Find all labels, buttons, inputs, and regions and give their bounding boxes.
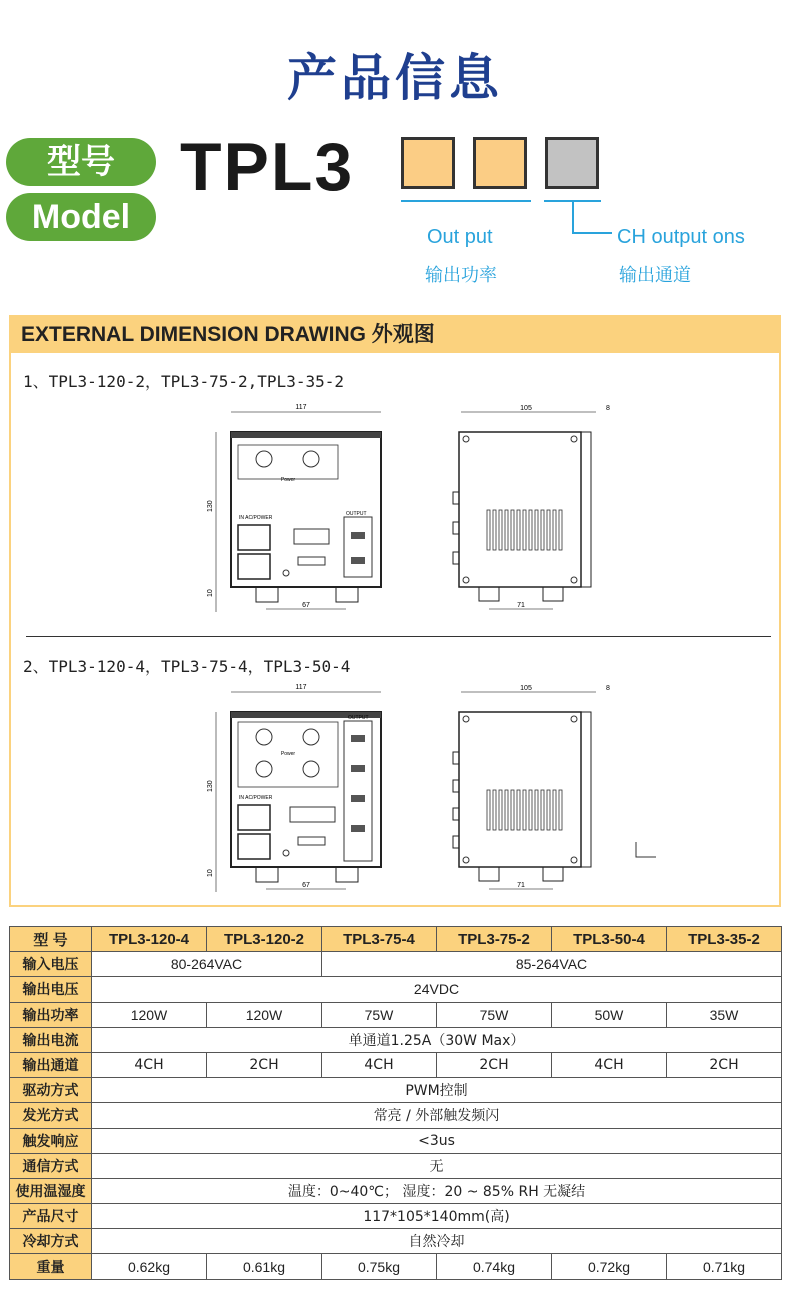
table-header-model: TPL3-35-2 bbox=[667, 927, 782, 952]
table-row bbox=[10, 952, 782, 977]
front-view-2ch bbox=[206, 397, 386, 617]
power-label: Power bbox=[280, 751, 296, 757]
dim-foot-span: 67 bbox=[302, 882, 310, 889]
output-label: OUTPUT bbox=[348, 715, 369, 721]
table-header-model: TPL3-75-4 bbox=[322, 927, 437, 952]
dim-lip: 8 bbox=[606, 405, 610, 412]
table-cell: 常亮 / 外部触发频闪 bbox=[92, 1103, 782, 1128]
spec-table bbox=[9, 926, 782, 1280]
power-digit-box-1 bbox=[401, 137, 455, 189]
row-label: 输出功率 bbox=[10, 1002, 92, 1027]
table-cell: 24VDC bbox=[92, 977, 782, 1002]
table-row bbox=[10, 1002, 782, 1027]
table-cell: 0.61kg bbox=[207, 1254, 322, 1279]
table-cell: 0.75kg bbox=[322, 1254, 437, 1279]
table-header-row bbox=[10, 927, 782, 952]
table-cell: 117*105*140mm(高) bbox=[92, 1204, 782, 1229]
table-cell: 50W bbox=[552, 1002, 667, 1027]
section-1-label: 1、TPL3-120-2，TPL3-75-2,TPL3-35-2 bbox=[23, 372, 344, 391]
section-divider bbox=[26, 636, 771, 637]
row-label: 重量 bbox=[10, 1254, 92, 1279]
row-label: 输出电流 bbox=[10, 1027, 92, 1052]
power-bracket-line bbox=[401, 200, 531, 202]
model-label-en: Model bbox=[6, 193, 156, 241]
table-cell: 85-264VAC bbox=[322, 952, 782, 977]
table-cell: 无 bbox=[92, 1153, 782, 1178]
table-cell: <3us bbox=[92, 1128, 782, 1153]
table-cell: PWM控制 bbox=[92, 1078, 782, 1103]
table-cell: 120W bbox=[92, 1002, 207, 1027]
dim-width: 117 bbox=[295, 404, 307, 411]
output-power-caption-en: Out put bbox=[427, 226, 493, 248]
table-row bbox=[10, 1103, 782, 1128]
dim-depth: 105 bbox=[520, 405, 532, 412]
table-row bbox=[10, 1229, 782, 1254]
table-cell: 4CH bbox=[552, 1052, 667, 1077]
table-cell: 单通道1.25A（30W Max） bbox=[92, 1027, 782, 1052]
model-code: TPL3 bbox=[180, 129, 355, 205]
dim-height: 130 bbox=[207, 780, 214, 792]
channel-leader-arm bbox=[572, 232, 612, 234]
table-cell: 75W bbox=[437, 1002, 552, 1027]
dim-foot: 10 bbox=[207, 589, 214, 597]
dim-width: 117 bbox=[295, 684, 307, 691]
output-power-caption-cn: 输出功率 bbox=[425, 265, 497, 286]
dim-side-span: 71 bbox=[517, 602, 525, 609]
power-digit-box-2 bbox=[473, 137, 527, 189]
table-row bbox=[10, 1254, 782, 1279]
inac-label: IN AC/POWER bbox=[239, 515, 273, 521]
side-view-2ch bbox=[431, 402, 631, 617]
channel-caption-en: CH output ons bbox=[617, 226, 745, 248]
table-cell: 0.71kg bbox=[667, 1254, 782, 1279]
row-label: 输出通道 bbox=[10, 1052, 92, 1077]
dim-foot: 10 bbox=[207, 869, 214, 877]
table-header-model: TPL3-120-4 bbox=[92, 927, 207, 952]
row-label: 通信方式 bbox=[10, 1153, 92, 1178]
dim-lip: 8 bbox=[606, 685, 610, 692]
channel-leader-line bbox=[572, 200, 574, 233]
row-label: 冷却方式 bbox=[10, 1229, 92, 1254]
dimension-drawing-panel bbox=[9, 315, 781, 907]
table-row bbox=[10, 1027, 782, 1052]
table-cell: 4CH bbox=[92, 1052, 207, 1077]
table-row bbox=[10, 1052, 782, 1077]
table-row bbox=[10, 1204, 782, 1229]
row-label: 发光方式 bbox=[10, 1103, 92, 1128]
table-cell: 2CH bbox=[437, 1052, 552, 1077]
table-row bbox=[10, 1178, 782, 1203]
table-row bbox=[10, 1128, 782, 1153]
table-cell: 0.74kg bbox=[437, 1254, 552, 1279]
table-cell: 温度：0~40℃； 湿度：20 ~ 85% RH 无凝结 bbox=[92, 1178, 782, 1203]
side-view-4ch bbox=[431, 682, 661, 897]
row-label: 输出电压 bbox=[10, 977, 92, 1002]
channel-caption-cn: 输出通道 bbox=[619, 265, 691, 286]
dim-side-span: 71 bbox=[517, 882, 525, 889]
front-view-4ch bbox=[206, 677, 386, 897]
table-row bbox=[10, 977, 782, 1002]
table-cell: 35W bbox=[667, 1002, 782, 1027]
model-label-cn: 型号 bbox=[6, 138, 156, 186]
table-header-model: TPL3-50-4 bbox=[552, 927, 667, 952]
drawing-heading: EXTERNAL DIMENSION DRAWING 外观图 bbox=[11, 317, 779, 353]
section-2-label: 2、TPL3-120-4，TPL3-75-4，TPL3-50-4 bbox=[23, 657, 351, 676]
table-cell: 120W bbox=[207, 1002, 322, 1027]
channel-digit-box bbox=[545, 137, 599, 189]
table-header-model: TPL3-75-2 bbox=[437, 927, 552, 952]
output-label: OUTPUT bbox=[346, 511, 367, 517]
row-label: 输入电压 bbox=[10, 952, 92, 977]
table-cell: 自然冷却 bbox=[92, 1229, 782, 1254]
table-row bbox=[10, 1153, 782, 1178]
table-cell: 0.62kg bbox=[92, 1254, 207, 1279]
page-title: 产品信息 bbox=[287, 49, 503, 107]
table-cell: 0.72kg bbox=[552, 1254, 667, 1279]
table-cell: 75W bbox=[322, 1002, 437, 1027]
row-label: 产品尺寸 bbox=[10, 1204, 92, 1229]
table-cell: 2CH bbox=[667, 1052, 782, 1077]
table-header-model: TPL3-120-2 bbox=[207, 927, 322, 952]
table-cell: 4CH bbox=[322, 1052, 437, 1077]
dim-foot-span: 67 bbox=[302, 602, 310, 609]
table-row bbox=[10, 1078, 782, 1103]
power-label: Power bbox=[280, 477, 296, 483]
dim-depth: 105 bbox=[520, 685, 532, 692]
row-label: 使用温湿度 bbox=[10, 1178, 92, 1203]
table-cell: 80-264VAC bbox=[92, 952, 322, 977]
inac-label: IN AC/POWER bbox=[239, 795, 273, 801]
dim-height: 130 bbox=[207, 500, 214, 512]
table-cell: 2CH bbox=[207, 1052, 322, 1077]
table-header-label: 型 号 bbox=[10, 927, 92, 952]
row-label: 触发响应 bbox=[10, 1128, 92, 1153]
row-label: 驱动方式 bbox=[10, 1078, 92, 1103]
